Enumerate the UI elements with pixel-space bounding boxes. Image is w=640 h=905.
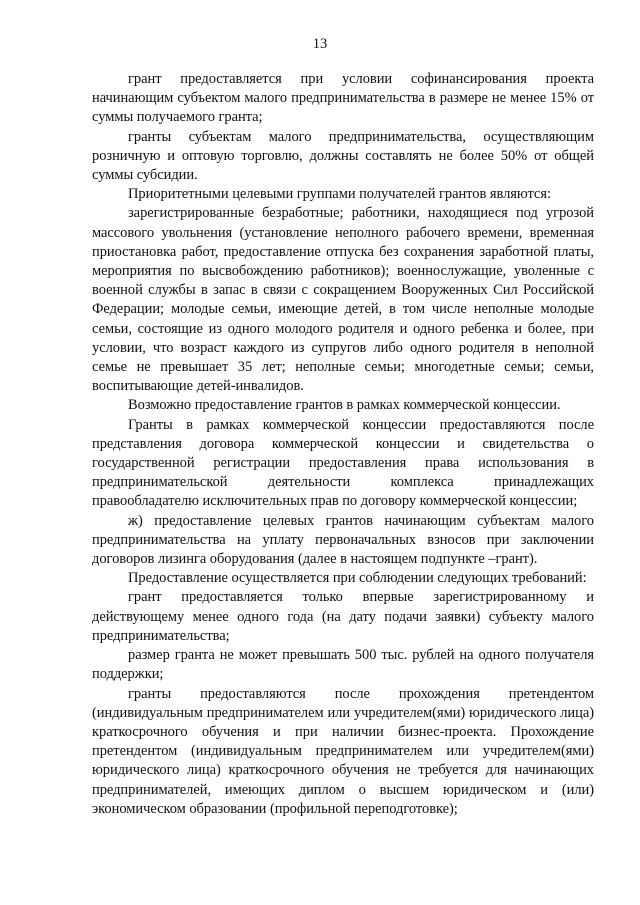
paragraph-priority-groups-heading: Приоритетными целевыми группами получателей грантов являются: xyxy=(128,186,551,203)
paragraph-leasing-grants: ж) предоставление целевых грантов начинающим субъектам малого предпринимательства на уплату первоначальных взносов при заключении договоров лизинга оборудования (далее в настоящем подпункте –грант). xyxy=(92,512,594,568)
paragraph-franchise-conditions: Гранты в рамках коммерческой концессии предоставляются после представления договора коммерческой концессии и свидетельства о государственной регистрации предоставления права использования в предпринимательской деятельности комплекса принадлежащих правообладателю исключительных прав по договору коммерческой концессии; xyxy=(92,416,594,510)
paragraph-cofinancing-condition: грант предоставляется при условии софинансирования проекта начинающим субъектом малого предпринимательства в размере не менее 15% от суммы получаемого гранта; xyxy=(92,71,594,126)
paragraph-requirements-heading: Предоставление осуществляется при соблюдении следующих требований: xyxy=(128,570,587,587)
paragraph-trade-limit: гранты субъектам малого предпринимательства, осуществляющим розничную и оптовую торговлю, должны составлять не более 50% от общей суммы субсидии. xyxy=(92,128,594,184)
page-number: 13 xyxy=(312,36,328,52)
document-body xyxy=(92,70,594,819)
paragraph-priority-groups-list: зарегистрированные безработные; работники, находящиеся под угрозой массового увольнения (установление неполного рабочего времени, временная приостановка работ, предоставление отпуска без сохранения заработной платы, мероприятия по высвобождению работников); военнослужащие, уволенные с военной службы в запас в связи с сокращением Вооруженных Сил Российской Федерации; молодые семьи, имеющие детей, в том числе неполные молодые семьи, состоящие из одного молодого родителя и одного ребенка и более, при условии, что возраст каждого из супругов либо одного родителя в неполной семье не превышает 35 лет; неполные семьи; многодетные семьи; семьи, воспитывающие детей-инвалидов. xyxy=(92,205,594,395)
paragraph-first-registration: грант предоставляется только впервые зарегистрированному и действующему менее одного года (на дату подачи заявки) субъекту малого предпринимательства; xyxy=(92,589,594,644)
paragraph-training-requirement: гранты предоставляются после прохождения претендентом (индивидуальным предпринимателем или учредителем(ями) юридического лица) краткосрочного обучения и при наличии бизнес-проекта. Прохождение претендентом (индивидуальным предпринимателем или учредителем(ями) юридического лица) краткосрочного обучения не требуется для начинающих предпринимателей, имеющих диплом о высшем юридическом и (или) экономическом образовании (профильной переподготовке); xyxy=(92,685,594,817)
paragraph-grant-size: размер гранта не может превышать 500 тыс. рублей на одного получателя поддержки; xyxy=(92,647,594,683)
paragraph-franchise-possible: Возможно предоставление грантов в рамках коммерческой концессии. xyxy=(128,397,561,414)
